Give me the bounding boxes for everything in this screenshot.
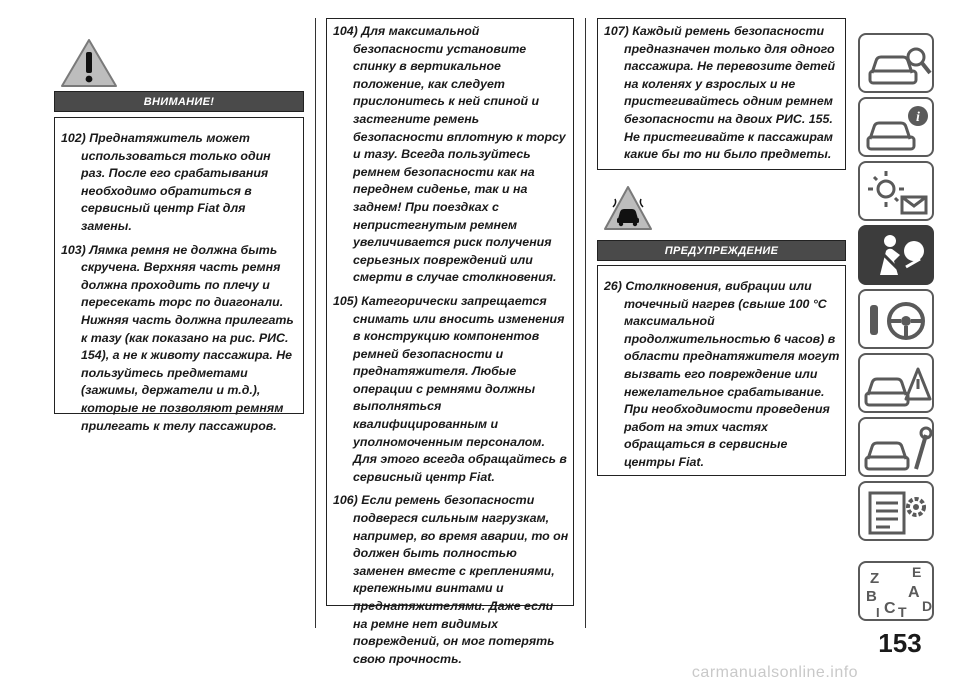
checklist-gear-icon: [860, 483, 934, 541]
list-item: [61, 242, 297, 436]
index-letter: B: [866, 588, 877, 605]
item-number: 103): [61, 242, 86, 257]
seatbelt-airbag-icon: [860, 227, 934, 285]
svg-text:i: i: [916, 110, 920, 125]
tab-steering-wheel[interactable]: [858, 289, 934, 349]
item-number: 105): [333, 293, 358, 308]
list-item: [61, 130, 297, 236]
tab-car-crash[interactable]: [858, 353, 934, 413]
index-letter: C: [884, 600, 896, 617]
steering-wheel-icon: [860, 291, 934, 349]
item-text: Лямка ремня не должна быть скручена. Верхняя часть ремня должна проходить по плечу и пересекать торс по диагонали. Нижняя часть должна прилегать к тазу (как показано на рис. РИС. 154), а не к животу пассажира. Не пользуйтесь предметами (зажимы, держатели и т.д.), которые не позволяют ремням прилегать к телу пассажиров.: [81, 242, 294, 433]
page-number: 153: [878, 628, 922, 658]
item-number: 26): [604, 279, 622, 293]
car-search-icon: [860, 35, 934, 93]
item-number: 107): [604, 24, 629, 38]
watermark: carmanualsonline.info: [691, 664, 859, 681]
item-text: Преднатяжитель может использоваться только один раз. После его срабатывания необходимо обратиться в сервисный центр Fiat для замены.: [81, 131, 271, 233]
middle-box: [326, 18, 574, 666]
tab-car-info[interactable]: [858, 97, 934, 157]
car-crash-icon: [860, 355, 934, 413]
list-item: [333, 23, 569, 287]
item-text: Столкновения, вибрации или точечный нагрев (свыше 100 °C максимальной продолжительностью 6 часов) в области преднатяжителя могут вызвать его повреждение или нежелательное срабатывание. При необходимости проведения работ на этих частях обращаться в сервисные центры Fiat.: [624, 279, 840, 469]
index-letter: A: [908, 584, 920, 601]
caution-box: [597, 265, 846, 476]
tab-seatbelt-airbag[interactable]: [858, 225, 934, 285]
item-number: 102): [61, 131, 86, 145]
item-number: 104): [333, 24, 358, 38]
list-item: [333, 293, 569, 487]
column-divider: [585, 18, 586, 628]
list-item: [333, 492, 569, 668]
column-divider: [315, 18, 316, 628]
index-letter: E: [912, 564, 922, 580]
road-hazard-icon: [603, 185, 653, 231]
index-letter: Z: [870, 570, 880, 587]
item-number: 106): [333, 493, 358, 508]
caution-banner: ПРЕДУПРЕЖДЕНИЕ: [597, 240, 846, 261]
car-info-icon: [860, 99, 934, 157]
index-letter: T: [898, 604, 907, 620]
list-item: [604, 23, 841, 164]
item-text: Категорически запрещается снимать или вносить изменения в конструкцию компонентов ремней безопасности и преднатяжителя. Любые операции с ремнями должны выполняться квалифицированным и уполномоченным персоналом. Для этого всегда обращайтесь в сервисный центр Fiat.: [353, 293, 567, 484]
warning-triangle-icon: [60, 38, 118, 88]
tab-car-wrench[interactable]: [858, 417, 934, 477]
tab-warning-lights[interactable]: [858, 161, 934, 221]
index-letter: D: [922, 598, 933, 614]
warning-box: [54, 117, 304, 433]
right-box: [597, 18, 846, 170]
item-text: Для максимальной безопасности установите спинку в вертикальное положение, как следует прислонитесь к ней спиной и застегните ремень безопасности вплотную к торсу и тазу. Всегда пользуйтесь ремнем безопасности как на переднем сиденье, так и на заднем! При поездках с непристегнутым ремнем увеличивается риск получения серьезных повреждений или смерти в случае столкновения.: [353, 24, 566, 285]
tab-checklist-gear[interactable]: [858, 481, 934, 541]
item-text: Если ремень безопасности подвергся сильным нагрузкам, например, во время аварии, то он должен быть полностью заменен вместе с креплениями, крепежными винтами и преднатяжителями. Даже если на ремне нет видимых повреждений, он мог потерять свою прочность.: [353, 493, 569, 666]
warning-lights-icon: [860, 163, 934, 221]
tab-car-search[interactable]: [858, 33, 934, 93]
list-item: [604, 278, 841, 472]
index-letter: I: [876, 605, 880, 620]
alphabet-index-icon: [860, 563, 934, 621]
car-wrench-icon: [860, 419, 934, 477]
item-text: Каждый ремень безопасности предназначен только для одного пассажира. Не перевозите детей на коленях у взрослых и не пристегивайтесь одним ремнем безопасности на двоих РИС. 155. Не пристегивайте к пассажирам какие бы то ни было предметы.: [624, 24, 836, 162]
tab-alphabet-index[interactable]: [858, 561, 934, 621]
warning-banner: ВНИМАНИЕ!: [54, 91, 304, 112]
